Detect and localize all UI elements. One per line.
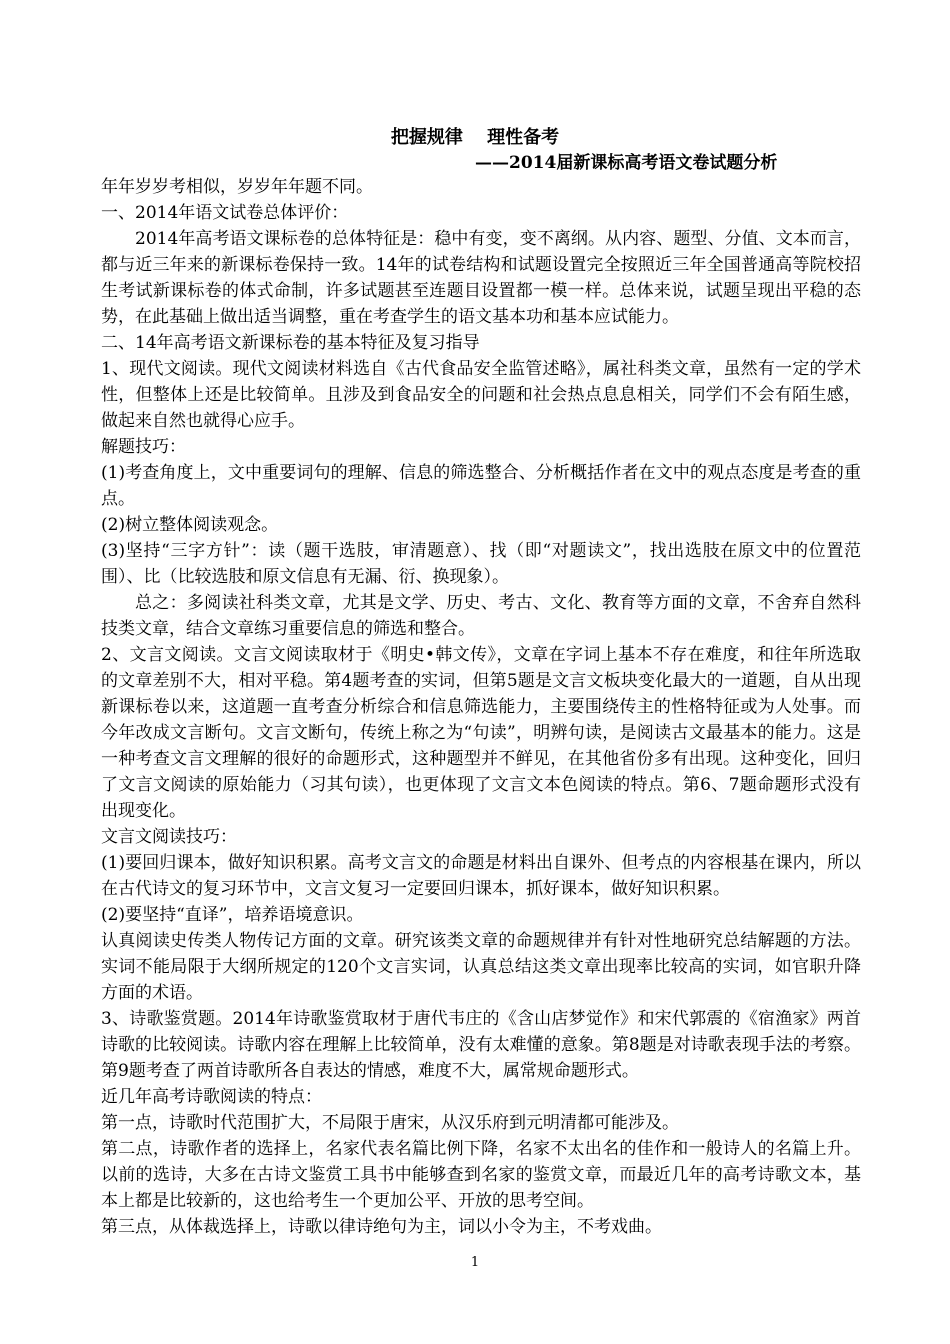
list-item: (2)树立整体阅读观念。 — [101, 515, 279, 535]
document-body — [101, 174, 861, 1240]
paragraph-poetry-features-heading: 近几年高考诗歌阅读的特点： — [101, 1087, 322, 1107]
paragraph-biography-reading: 认真阅读史传类人物传记方面的文章。研究该类文章的命题规律并有针对性地研究总结解题的方法。实词不能局限于大纲所规定的120个文言实词，认真总结这类文章出现率比较高的实词，如官职升降方面的术语。 — [101, 931, 861, 1003]
section-heading-1: 一、2014年语文试卷总体评价： — [101, 203, 349, 223]
list-item: (3)坚持“三字方针”：读（题干选肢，审清题意）、找（即“对题读文”，找出选肢在原文中的位置范围）、比（比较选肢和原文信息有无漏、衍、换现象）。 — [101, 541, 861, 587]
document-subtitle: ——2014届新课标高考语文卷试题分析 — [475, 153, 778, 173]
list-item: (1)考查角度上，文中重要词句的理解、信息的筛选整合、分析概括作者在文中的观点态度是考查的重点。 — [101, 463, 861, 509]
paragraph-modern-reading: 1、现代文阅读。现代文阅读材料选自《古代食品安全监管述略》，属社科类文章，虽然有一定的学术性，但整体上还是比较简单。且涉及到食品安全的问题和社会热点息息相关，同学们不会有陌生感，做起来自然也就得心应手。 — [101, 359, 861, 431]
list-item: (2)要坚持“直译”，培养语境意识。 — [101, 905, 364, 925]
list-item: 第三点，从体裁选择上，诗歌以律诗绝句为主，词以小令为主，不考戏曲。 — [101, 1217, 662, 1237]
page-number: 1 — [470, 1255, 480, 1270]
paragraph-tips-heading: 解题技巧： — [101, 437, 186, 457]
paragraph-intro: 年年岁岁考相似，岁岁年年题不同。 — [101, 177, 373, 197]
section-heading-2: 二、14年高考语文新课标卷的基本特征及复习指导 — [101, 333, 480, 353]
paragraph-classical-tips-heading: 文言文阅读技巧： — [101, 827, 237, 847]
paragraph-overall-evaluation: 2014年高考语文课标卷的总体特征是：稳中有变，变不离纲。从内容、题型、分值、文本而言，都与近三年来的新课标卷保持一致。14年的试卷结构和试题设置完全按照近三年全国普通高等院校招生考试新课标卷的体式命制，许多试题甚至连题目设置都一模一样。总体来说，试题呈现出平稳的态势，在此基础上做出适当调整，重在考查学生的语文基本功和基本应试能力。 — [101, 229, 861, 327]
paragraph-summary: 总之：多阅读社科类文章，尤其是文学、历史、考古、文化、教育等方面的文章，不舍弃自然科技类文章，结合文章练习重要信息的筛选和整合。 — [101, 593, 861, 639]
paragraph-poetry-appreciation: 3、诗歌鉴赏题。2014年诗歌鉴赏取材于唐代韦庄的《含山店梦觉作》和宋代郭震的《宿渔家》两首诗歌的比较阅读。诗歌内容在理解上比较简单，没有太难懂的意象。第8题是对诗歌表现手法的考察。第9题考查了两首诗歌所各自表达的情感，难度不大，属常规命题形式。 — [101, 1009, 861, 1081]
paragraph-classical-reading: 2、文言文阅读。文言文阅读取材于《明史•韩文传》，文章在字词上基本不存在难度，和往年所选取的文章差别不大，相对平稳。第4题考查的实词，但第5题是文言文板块变化最大的一道题，自从出现新课标卷以来，这道题一直考查分析综合和信息筛选能力，主要围绕传主的性格特征或为人处事。而今年改成文言断句。文言文断句，传统上称之为“句读”，明辨句读，是阅读古文最基本的能力。这是一种考查文言文理解的很好的命题形式，这种题型并不鲜见，在其他省份多有出现。这种变化，回归了文言文阅读的原始能力（习其句读），也更体现了文言文本色阅读的特点。第6、7题命题形式没有出现变化。 — [101, 645, 861, 821]
document-title: 把握规律 理性备考 — [390, 127, 560, 148]
list-item: 第一点，诗歌时代范围扩大，不局限于唐宋，从汉乐府到元明清都可能涉及。 — [101, 1113, 679, 1133]
list-item: (1)要回归课本，做好知识积累。高考文言文的命题是材料出自课外、但考点的内容根基在课内，所以在古代诗文的复习环节中，文言文复习一定要回归课本，抓好课本，做好知识积累。 — [101, 853, 861, 899]
list-item: 第二点，诗歌作者的选择上，名家代表名篇比例下降，名家不太出名的佳作和一般诗人的名篇上升。以前的选诗，大多在古诗文鉴赏工具书中能够查到名家的鉴赏文章，而最近几年的高考诗歌文本，基本上都是比较新的，这也给考生一个更加公平、开放的思考空间。 — [101, 1139, 861, 1211]
